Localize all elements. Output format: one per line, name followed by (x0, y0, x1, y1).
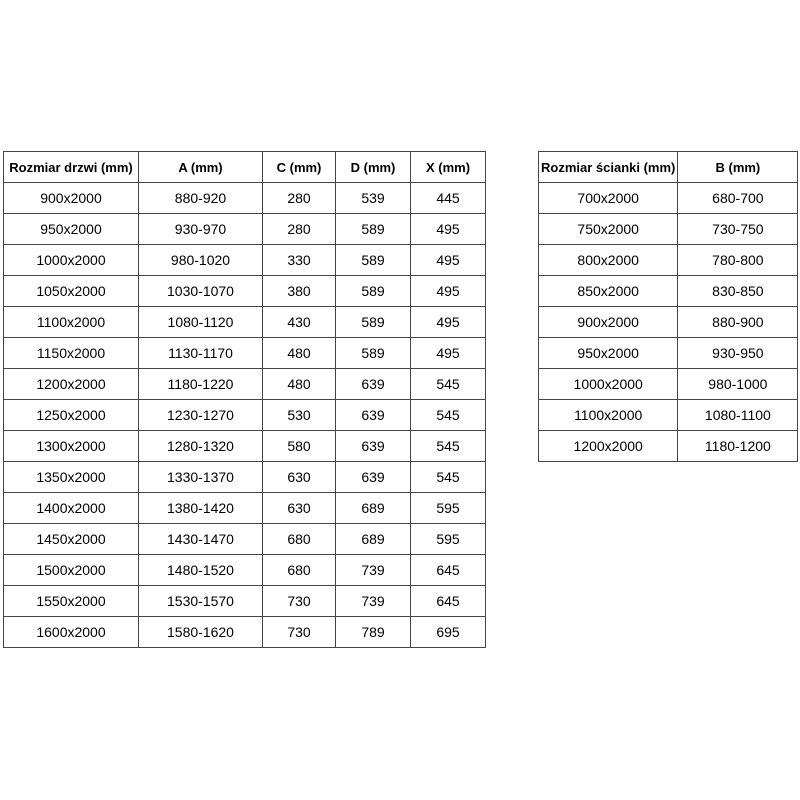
table-cell: 1300x2000 (4, 431, 139, 462)
table-cell: 589 (336, 338, 411, 369)
table-cell: 950x2000 (4, 214, 139, 245)
door-sizes-section (3, 151, 486, 648)
table-cell: 545 (411, 369, 486, 400)
table-cell: 1330-1370 (139, 462, 263, 493)
table-row (539, 214, 798, 245)
table-cell: 680 (263, 555, 336, 586)
column-header: D (mm) (336, 152, 411, 183)
table-cell: 330 (263, 245, 336, 276)
table-row (4, 493, 486, 524)
table-cell: 1150x2000 (4, 338, 139, 369)
table-cell: 1350x2000 (4, 462, 139, 493)
table-cell: 1100x2000 (539, 400, 678, 431)
table-cell: 780-800 (678, 245, 798, 276)
table-cell: 595 (411, 524, 486, 555)
table-cell: 639 (336, 369, 411, 400)
column-header: X (mm) (411, 152, 486, 183)
table-cell: 480 (263, 338, 336, 369)
table-cell: 730-750 (678, 214, 798, 245)
column-header: B (mm) (678, 152, 798, 183)
table-row (4, 524, 486, 555)
table-cell: 589 (336, 276, 411, 307)
table-cell: 430 (263, 307, 336, 338)
table-cell: 445 (411, 183, 486, 214)
wall-panel-sizes-section (538, 151, 798, 462)
table-cell: 495 (411, 307, 486, 338)
table-cell: 589 (336, 245, 411, 276)
table-cell: 545 (411, 462, 486, 493)
table-cell: 380 (263, 276, 336, 307)
table-row (4, 276, 486, 307)
table-row (4, 307, 486, 338)
table-cell: 595 (411, 493, 486, 524)
table-cell: 1030-1070 (139, 276, 263, 307)
table-row (539, 400, 798, 431)
table-row (4, 338, 486, 369)
table-row (539, 307, 798, 338)
table-cell: 645 (411, 586, 486, 617)
table-row (4, 369, 486, 400)
table-cell: 980-1000 (678, 369, 798, 400)
table-cell: 880-900 (678, 307, 798, 338)
table-cell: 750x2000 (539, 214, 678, 245)
table-cell: 980-1020 (139, 245, 263, 276)
table-row (4, 431, 486, 462)
table-row (4, 586, 486, 617)
table-cell: 1400x2000 (4, 493, 139, 524)
table-cell: 1250x2000 (4, 400, 139, 431)
table-cell: 689 (336, 524, 411, 555)
table-row (539, 431, 798, 462)
header-row (539, 152, 798, 183)
table-cell: 1280-1320 (139, 431, 263, 462)
table-row (539, 183, 798, 214)
table-cell: 789 (336, 617, 411, 648)
table-cell: 630 (263, 462, 336, 493)
table-cell: 700x2000 (539, 183, 678, 214)
table-cell: 689 (336, 493, 411, 524)
table-row (4, 183, 486, 214)
table-row (539, 245, 798, 276)
table-cell: 900x2000 (539, 307, 678, 338)
table-cell: 495 (411, 245, 486, 276)
table-cell: 1100x2000 (4, 307, 139, 338)
table-cell: 545 (411, 400, 486, 431)
table-cell: 930-970 (139, 214, 263, 245)
table-cell: 539 (336, 183, 411, 214)
table-cell: 900x2000 (4, 183, 139, 214)
table-cell: 589 (336, 214, 411, 245)
table-row (4, 555, 486, 586)
table-row (539, 338, 798, 369)
table-cell: 930-950 (678, 338, 798, 369)
table-cell: 495 (411, 214, 486, 245)
header-row (4, 152, 486, 183)
wall-panel-sizes-table (538, 151, 798, 462)
table-cell: 1430-1470 (139, 524, 263, 555)
table-cell: 280 (263, 214, 336, 245)
table-cell: 495 (411, 276, 486, 307)
table-cell: 1130-1170 (139, 338, 263, 369)
table-cell: 680 (263, 524, 336, 555)
table-cell: 1180-1220 (139, 369, 263, 400)
table-cell: 1530-1570 (139, 586, 263, 617)
table-cell: 1050x2000 (4, 276, 139, 307)
table-cell: 680-700 (678, 183, 798, 214)
table-row (4, 617, 486, 648)
table-cell: 280 (263, 183, 336, 214)
table-cell: 1380-1420 (139, 493, 263, 524)
table-cell: 545 (411, 431, 486, 462)
table-cell: 589 (336, 307, 411, 338)
table-cell: 645 (411, 555, 486, 586)
table-cell: 1000x2000 (4, 245, 139, 276)
table-cell: 850x2000 (539, 276, 678, 307)
column-header: Rozmiar drzwi (mm) (4, 152, 139, 183)
table-cell: 580 (263, 431, 336, 462)
table-cell: 880-920 (139, 183, 263, 214)
table-row (4, 214, 486, 245)
column-header: A (mm) (139, 152, 263, 183)
table-cell: 830-850 (678, 276, 798, 307)
column-header: C (mm) (263, 152, 336, 183)
table-cell: 1080-1120 (139, 307, 263, 338)
table-cell: 739 (336, 586, 411, 617)
table-cell: 1000x2000 (539, 369, 678, 400)
table-row (539, 369, 798, 400)
table-cell: 639 (336, 462, 411, 493)
table-cell: 1230-1270 (139, 400, 263, 431)
table-cell: 630 (263, 493, 336, 524)
table-cell: 1200x2000 (539, 431, 678, 462)
column-header: Rozmiar ścianki (mm) (539, 152, 678, 183)
table-cell: 1080-1100 (678, 400, 798, 431)
door-sizes-table (3, 151, 486, 648)
table-cell: 1480-1520 (139, 555, 263, 586)
table-row (4, 400, 486, 431)
table-cell: 1450x2000 (4, 524, 139, 555)
table-row (4, 462, 486, 493)
table-cell: 1600x2000 (4, 617, 139, 648)
table-cell: 639 (336, 400, 411, 431)
table-cell: 950x2000 (539, 338, 678, 369)
table-row (539, 276, 798, 307)
table-cell: 730 (263, 617, 336, 648)
table-cell: 639 (336, 431, 411, 462)
table-cell: 495 (411, 338, 486, 369)
table-cell: 695 (411, 617, 486, 648)
table-row (4, 245, 486, 276)
table-cell: 730 (263, 586, 336, 617)
table-cell: 480 (263, 369, 336, 400)
table-cell: 1580-1620 (139, 617, 263, 648)
table-cell: 739 (336, 555, 411, 586)
table-cell: 1200x2000 (4, 369, 139, 400)
table-cell: 1180-1200 (678, 431, 798, 462)
table-cell: 1500x2000 (4, 555, 139, 586)
table-cell: 1550x2000 (4, 586, 139, 617)
table-cell: 800x2000 (539, 245, 678, 276)
table-cell: 530 (263, 400, 336, 431)
